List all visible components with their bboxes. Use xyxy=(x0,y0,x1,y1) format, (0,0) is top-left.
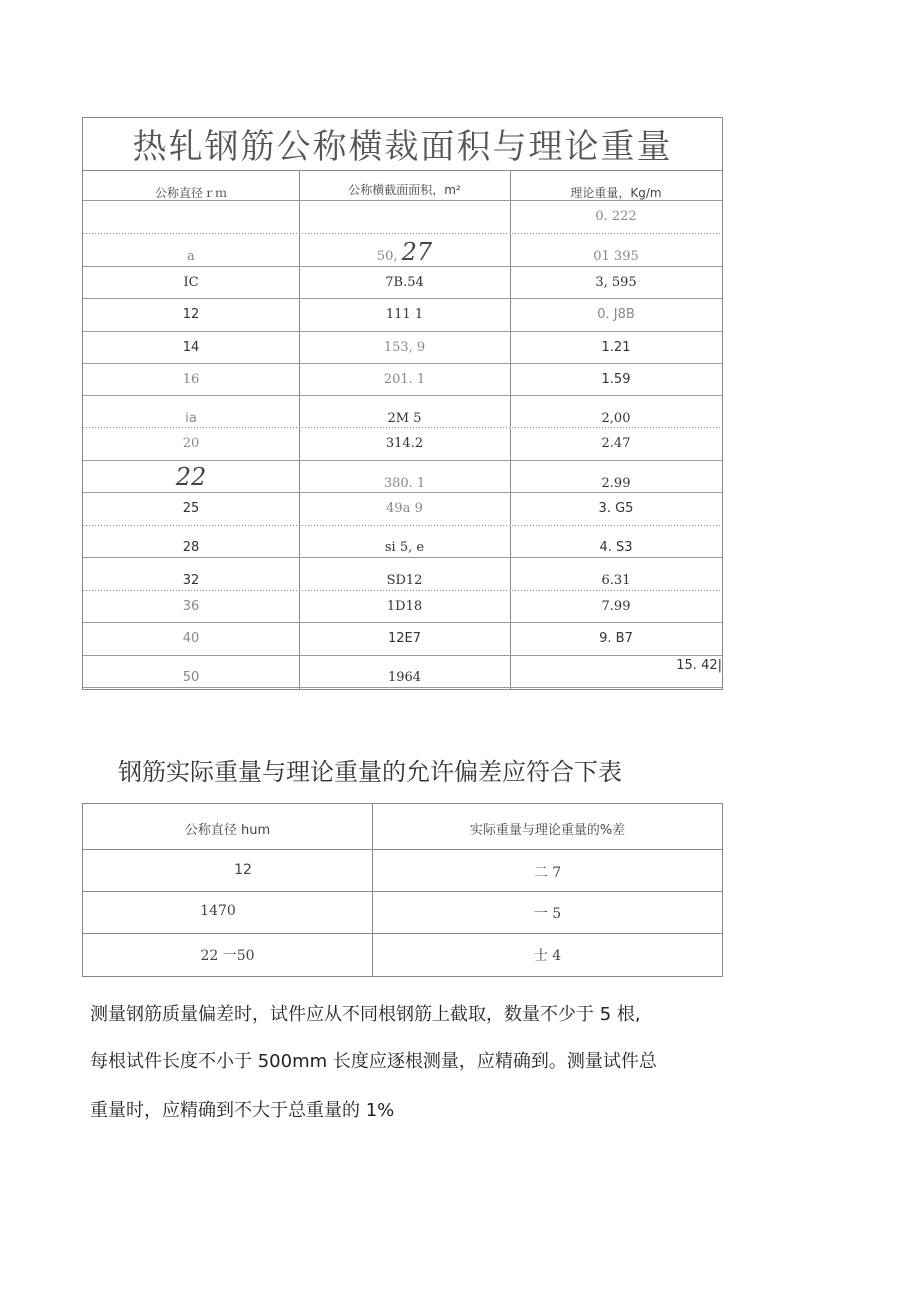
row-divider xyxy=(83,395,722,396)
table-cell: 2M 5 xyxy=(387,411,422,426)
table-cell: 111 1 xyxy=(385,307,424,322)
table-cell: 7.99 xyxy=(601,599,631,614)
table-cell: 2.47 xyxy=(601,436,631,451)
row-divider xyxy=(83,363,722,364)
table-cell: 22 xyxy=(175,463,207,491)
row-divider xyxy=(83,298,722,299)
table-cell: ia xyxy=(185,411,197,426)
table-cell: 1D18 xyxy=(386,599,423,614)
table-cell: 14 xyxy=(182,340,200,355)
table-cell: 9. B7 xyxy=(599,631,633,646)
table-cell: IC xyxy=(183,275,199,290)
table-cell: 36 xyxy=(182,599,200,614)
table-cell: 3. G5 xyxy=(598,501,634,516)
row-divider xyxy=(83,655,722,656)
section-deviation-table xyxy=(82,803,723,977)
table-cell: 2,00 xyxy=(601,411,631,426)
table-cell: 0. 222 xyxy=(595,209,637,224)
row-divider xyxy=(83,266,722,267)
table-cell: 49a 9 xyxy=(386,501,423,516)
paragraph-line: 测量钢筋质量偏差时，试件应从不同根钢筋上截取，数量不少于 5 根, xyxy=(90,1004,641,1025)
table-cell: a xyxy=(187,249,195,264)
paragraph-line: 重量时，应精确到不大于总重量的 1% xyxy=(90,1100,395,1121)
table-cell: 1.21 xyxy=(601,340,631,355)
row-divider xyxy=(83,233,722,234)
section-weight-table xyxy=(82,117,723,690)
header-area: 公称横截面面积，m² xyxy=(348,183,461,197)
table-cell: 12 xyxy=(234,862,252,878)
table-cell: 一 5 xyxy=(533,906,562,922)
header-diameter: 公称直径ｒｍ xyxy=(154,186,227,200)
table-cell: 二 7 xyxy=(533,865,562,881)
table-cell: 7B.54 xyxy=(385,275,424,290)
table-cell: 50 xyxy=(182,670,200,685)
row-divider xyxy=(83,849,722,850)
table-cell: SD12 xyxy=(386,573,423,588)
table-cell: 士 4 xyxy=(533,948,562,964)
row-divider xyxy=(83,427,722,428)
table-cell: 20 xyxy=(182,436,200,451)
row-divider xyxy=(83,331,722,332)
row-divider xyxy=(83,525,722,526)
table-cell: 28 xyxy=(182,540,200,555)
table-cell: 3, 595 xyxy=(595,275,637,290)
table-cell: 12E7 xyxy=(387,631,422,646)
table-cell: si 5, e xyxy=(384,540,425,555)
table-cell: 32 xyxy=(182,573,200,588)
table-cell: 4. S3 xyxy=(599,540,633,555)
table-cell: 22 一50 xyxy=(200,948,255,964)
table-cell: 01 395 xyxy=(593,249,639,264)
row-divider xyxy=(83,933,722,934)
table-cell: 314.2 xyxy=(385,436,424,451)
table-cell: 25 xyxy=(182,501,200,516)
table-cell: 1470 xyxy=(200,903,236,919)
row-divider xyxy=(83,622,722,623)
row-divider xyxy=(83,492,722,493)
table-cell: 15. 42| xyxy=(676,658,722,673)
table-cell: 153, 9 xyxy=(383,340,426,355)
header-deviation: 实际重量与理论重量的%差 xyxy=(469,823,626,838)
row-divider xyxy=(83,687,722,688)
row-divider xyxy=(83,460,722,461)
row-divider xyxy=(83,891,722,892)
table-cell: 380. 1 xyxy=(383,476,426,491)
table-cell: 6.31 xyxy=(601,573,631,588)
paragraph-line: 每根试件长度不小于 500mm 长度应逐根测量，应精确到。测量试件总 xyxy=(90,1051,657,1072)
header-weight: 理论重量，Kg/m xyxy=(570,186,662,200)
table-cell: 1964 xyxy=(387,670,422,685)
table-cell: 50, 27 xyxy=(376,238,433,266)
table-title: 热轧钢筋公称横裁面积与理论重量 xyxy=(83,118,722,171)
row-divider xyxy=(83,557,722,558)
header-diameter: 公称直径 hum xyxy=(184,823,271,838)
table-cell: 40 xyxy=(182,631,200,646)
table-cell: 12 xyxy=(182,307,200,322)
row-divider xyxy=(83,590,722,591)
table-cell: 16 xyxy=(182,372,200,387)
table-cell: 0. J8B xyxy=(597,307,635,322)
table-cell: 2.99 xyxy=(601,476,631,491)
table-cell: 1.59 xyxy=(601,372,631,387)
table-cell: 201. 1 xyxy=(383,372,426,387)
section-heading: 钢筋实际重量与理论重量的允许偏差应符合下表 xyxy=(118,758,622,786)
